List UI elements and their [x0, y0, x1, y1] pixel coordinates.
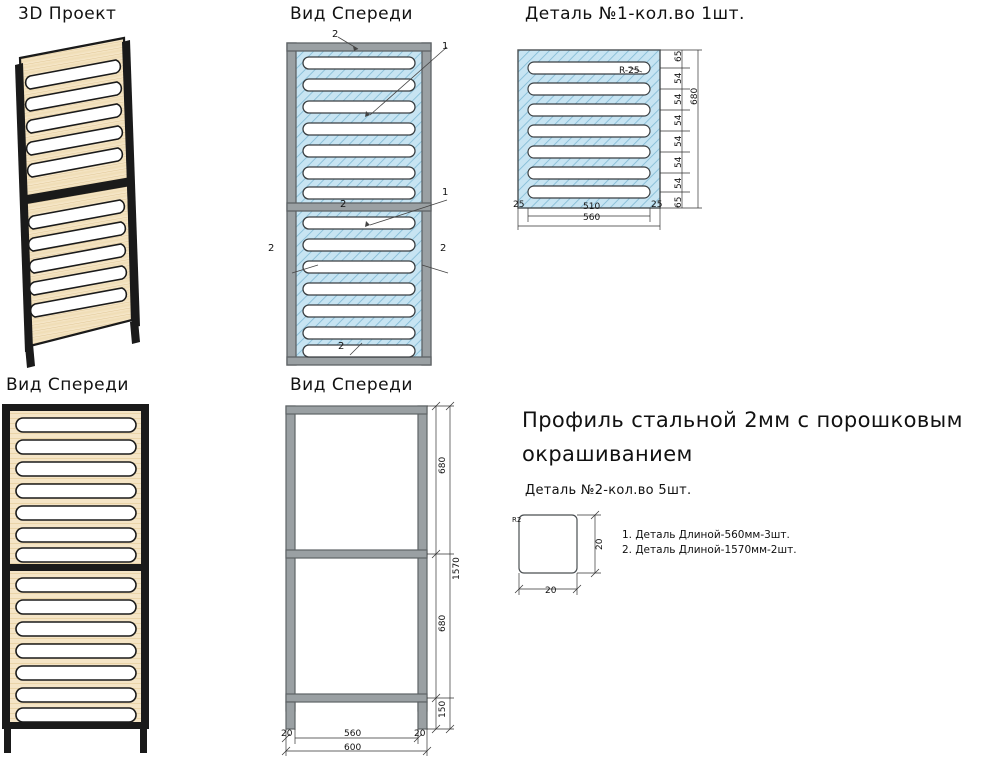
material-heading-line-2: окрашиванием — [522, 442, 693, 466]
detail1-total-width: 560 — [583, 213, 601, 223]
material-heading — [522, 403, 991, 471]
leader-label-2-bottom: 2 — [338, 341, 345, 352]
title-detail-1: Деталь №1-кол.во 1шт. — [525, 4, 745, 24]
detail1-seg-1: 65 — [674, 50, 684, 62]
detail1-radius-label: R-25 — [619, 66, 640, 76]
detail1-seg-2: 54 — [674, 72, 684, 84]
frame-top-section-dim: 680 — [438, 456, 448, 474]
leader-label-2-top: 2 — [332, 29, 339, 40]
title-front-view-top: Вид Спереди — [290, 4, 413, 24]
detail1-edge-left: 25 — [513, 200, 525, 210]
frame-inner-width-dim: 560 — [344, 729, 362, 739]
detail1-seg-5: 54 — [674, 135, 684, 147]
detail1-total-height: 680 — [690, 87, 700, 105]
leader-label-1-mid: 1 — [442, 187, 449, 198]
detail1-seg-7: 54 — [674, 177, 684, 189]
drawing-profile-section — [505, 505, 645, 605]
detail1-edge-right: 25 — [651, 200, 663, 210]
profile-height-dim: 20 — [595, 538, 605, 550]
frame-legs-dim: 150 — [438, 700, 448, 718]
drawing-front-view-wood — [0, 398, 250, 758]
frame-bottom-section-dim: 680 — [438, 614, 448, 632]
profile-width-dim: 20 — [545, 586, 557, 596]
leader-label-2-mid: 2 — [340, 199, 347, 210]
detail1-seg-6: 54 — [674, 156, 684, 168]
profile-radius-label: R2 — [512, 516, 522, 524]
material-heading-line-1: Профиль стальной 2мм с порошковым — [522, 408, 963, 432]
title-front-view-bottom-mid: Вид Спереди — [290, 375, 413, 395]
frame-left-offset-dim: 20 — [281, 729, 293, 739]
detail1-seg-8: 65 — [674, 196, 684, 208]
leader-label-1-top: 1 — [442, 41, 449, 52]
leader-label-2-left: 2 — [268, 243, 275, 254]
drawing-front-view-hatched — [270, 25, 490, 370]
detail1-seg-3: 54 — [674, 93, 684, 105]
frame-total-height-dim: 1570 — [452, 557, 462, 580]
notes-block — [622, 528, 797, 558]
frame-right-offset-dim: 20 — [414, 729, 426, 739]
leader-label-2-right: 2 — [440, 243, 447, 254]
drawing-3d-project — [0, 20, 260, 375]
note-line-2: 2. Деталь Длиной-1570мм-2шт. — [622, 544, 797, 556]
note-line-1: 1. Деталь Длиной-560мм-3шт. — [622, 529, 790, 541]
detail1-inner-width: 510 — [583, 202, 601, 212]
title-detail-2: Деталь №2-кол.во 5шт. — [525, 483, 692, 498]
title-front-view-bottom-left: Вид Спереди — [6, 375, 129, 395]
title-3d-project: 3D Проект — [18, 4, 117, 24]
frame-outer-width-dim: 600 — [344, 743, 362, 753]
detail1-seg-4: 54 — [674, 114, 684, 126]
